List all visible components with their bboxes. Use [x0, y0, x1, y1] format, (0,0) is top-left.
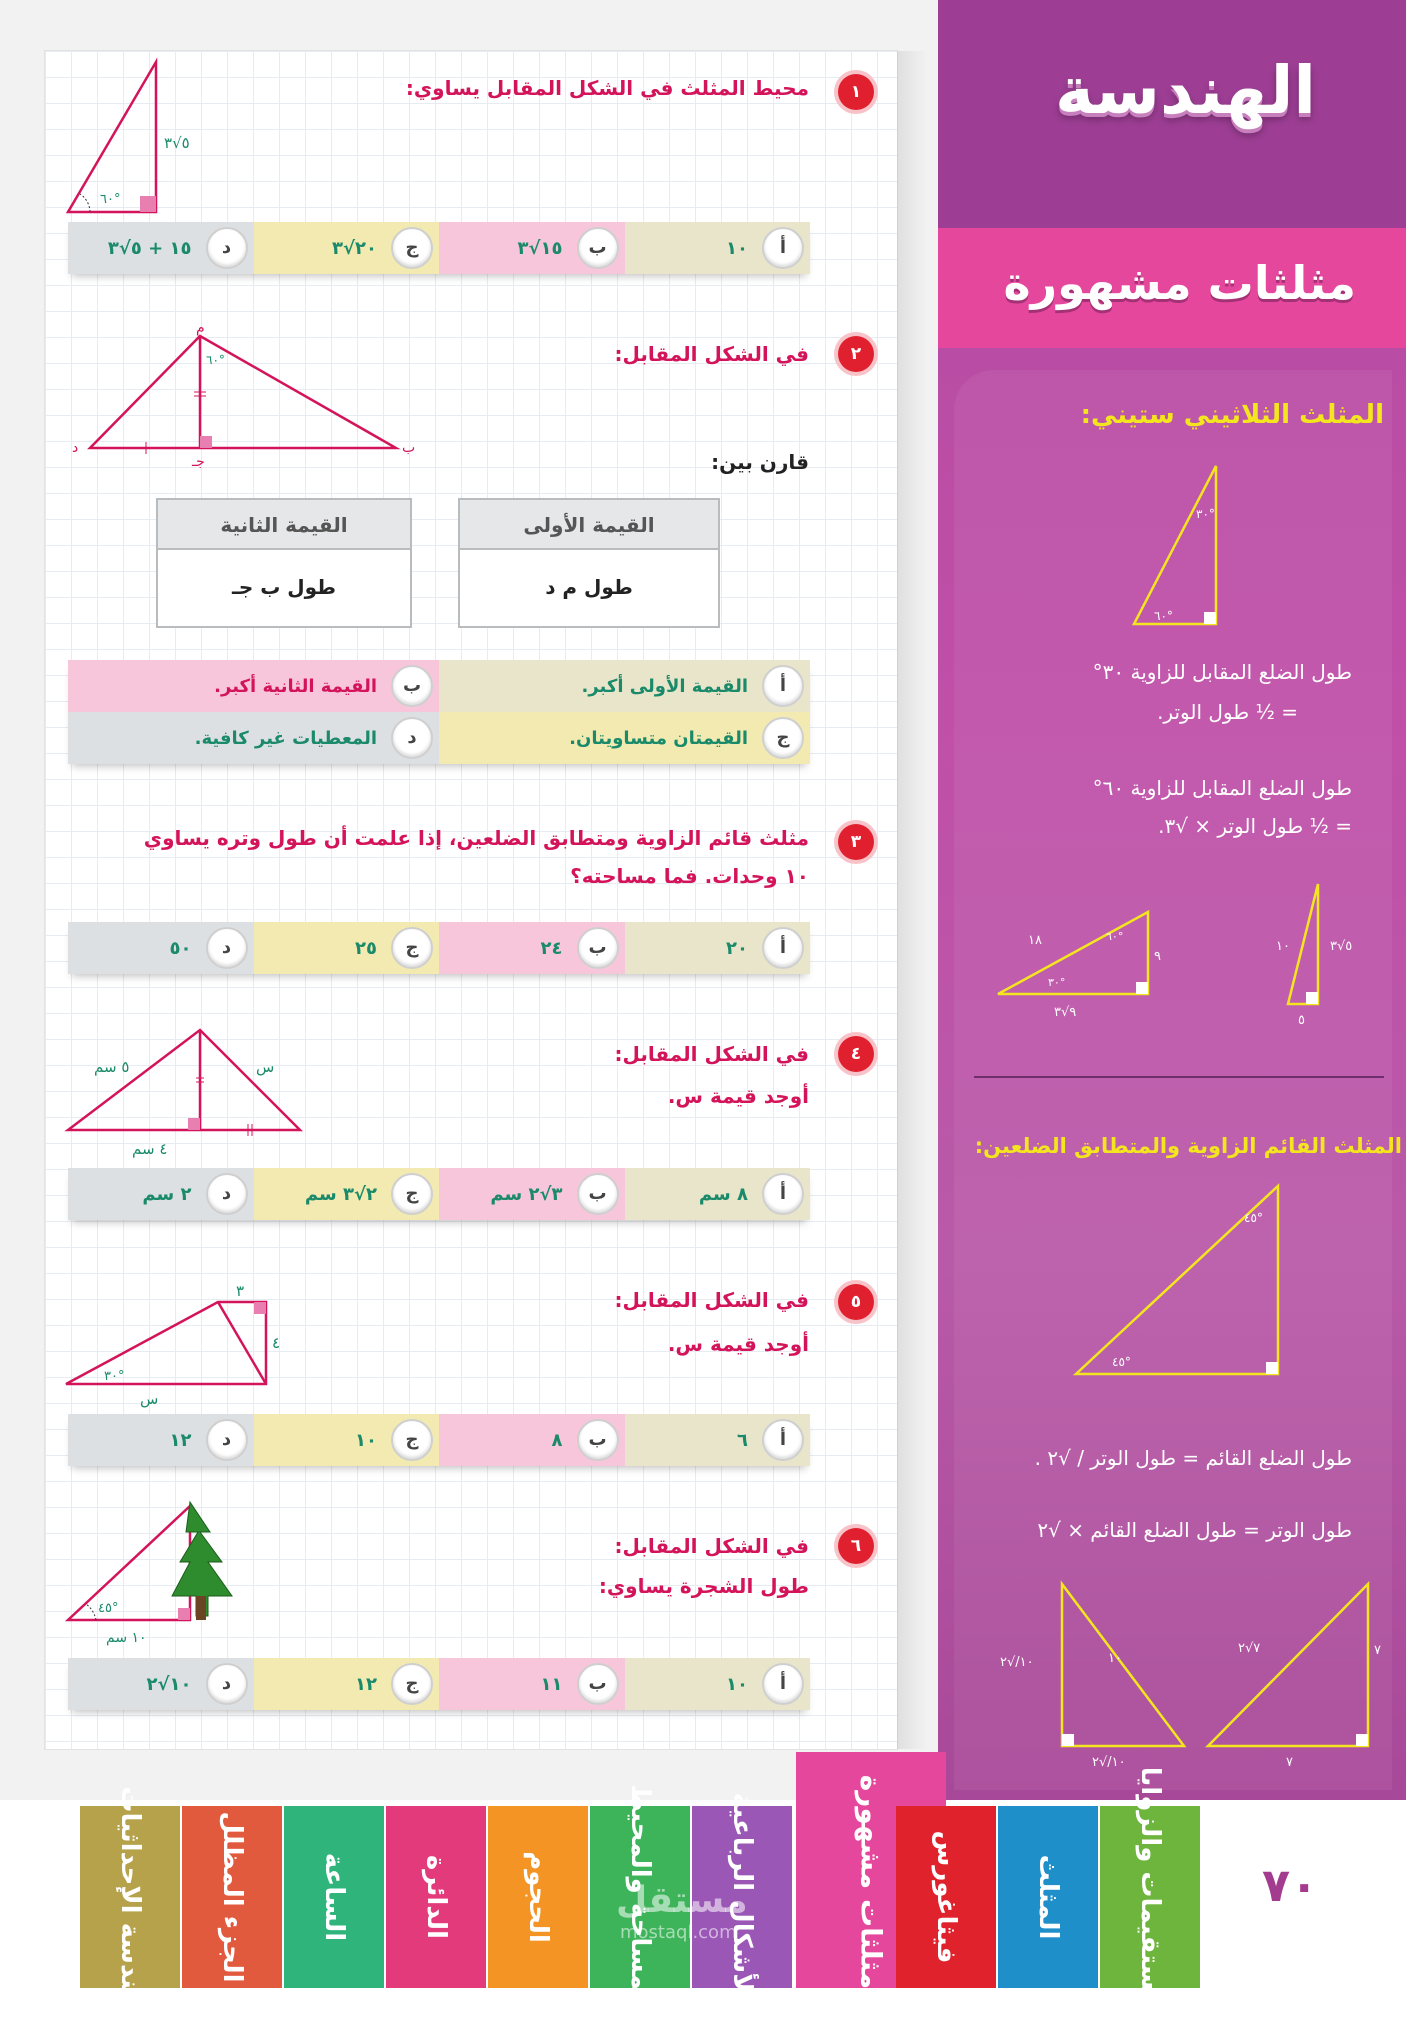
choice-a[interactable]: أ القيمة الأولى أكبر. [439, 660, 810, 712]
choice-a[interactable]: أ ٦ [625, 1414, 811, 1466]
svg-text:٤: ٤ [272, 1334, 281, 1352]
tree-triangle-figure [60, 1496, 260, 1656]
svg-text:٧√٢: ٧√٢ [1238, 1641, 1261, 1656]
isosceles-examples-figure [968, 1570, 1388, 1770]
choices-row [68, 222, 810, 274]
tab-clock[interactable]: الساعة [284, 1806, 384, 1988]
question-text: محيط المثلث في الشكل المقابل يساوي: [405, 76, 809, 100]
question-number: ٦ [838, 1528, 874, 1564]
choice-c[interactable]: ج ٢√٣ سم [254, 1168, 440, 1220]
tab-coordinate-geometry[interactable]: هندسة الإحداثيات [80, 1806, 180, 1988]
choice-b[interactable]: ب القيمة الثانية أكبر. [68, 660, 439, 712]
svg-text:ب: ب [402, 440, 416, 456]
svg-text:س: س [256, 1058, 275, 1076]
question-text: في الشكل المقابل: [614, 1288, 809, 1312]
svg-text:٣٠°: ٣٠° [1048, 976, 1066, 989]
question-number: ٣ [838, 824, 874, 860]
rule-4: طول الوتر = طول الضلع القائم × √٢ [1037, 1518, 1352, 1542]
tab-triangle[interactable]: المثلث [998, 1806, 1098, 1988]
choices-row [68, 1658, 810, 1710]
section-heading-30-60: المثلث الثلاثيني ستيني: [1080, 400, 1384, 430]
tab-area-perimeter[interactable]: المساحة والمحيط [590, 1806, 690, 1988]
question-number: ١ [838, 74, 874, 110]
svg-text:١٠/√٢: ١٠/√٢ [1092, 1755, 1126, 1770]
tab-circle[interactable]: الدائرة [386, 1806, 486, 1988]
question-text: في الشكل المقابل: [614, 342, 809, 366]
svg-text:٧: ٧ [1286, 1755, 1293, 1770]
page-number: ٧٠ [1262, 1858, 1319, 1912]
tab-lines-angles[interactable]: المستقيمات والزوايا [1100, 1806, 1200, 1988]
choice-b[interactable]: ب ٨ [439, 1414, 625, 1466]
question-text-line2: أوجد قيمة س. [667, 1084, 809, 1108]
question-text: في الشكل المقابل: [614, 1534, 809, 1558]
choice-c[interactable]: ج القيمتان متساويتان. [439, 712, 810, 764]
svg-text:١٠: ١٠ [1276, 939, 1290, 954]
choice-c[interactable]: ج ٢٥ [254, 922, 440, 974]
choice-c[interactable]: ج ١٠ [254, 1414, 440, 1466]
rule-3: طول الضلع القائم = طول الوتر / √٢ . [1034, 1446, 1352, 1470]
svg-text:٣٠°: ٣٠° [1196, 507, 1215, 521]
choice-c[interactable]: ج ٢٠√٣ [254, 222, 440, 274]
svg-text:١٠ سم: ١٠ سم [106, 1630, 147, 1646]
choice-a[interactable]: أ ١٠ [625, 222, 811, 274]
svg-text:٦٠°: ٦٠° [1154, 609, 1173, 623]
svg-text:٤ سم: ٤ سم [132, 1140, 168, 1158]
svg-text:٤٥°: ٤٥° [1244, 1211, 1263, 1225]
triangle-figure [60, 56, 240, 216]
question-text: مثلث قائم الزاوية ومتطابق الضلعين، إذا علمت أن طول وتره يساوي [143, 826, 809, 850]
choices-grid [68, 660, 810, 764]
tab-volumes[interactable]: الحجوم [488, 1806, 588, 1988]
question-text-line2: طول الشجرة يساوي: [598, 1574, 809, 1598]
choice-c[interactable]: ج ١٢ [254, 1658, 440, 1710]
choice-d[interactable]: د ١٢ [68, 1414, 254, 1466]
watermark-logo: مستقل [616, 1880, 748, 1921]
svg-text:١٠: ١٠ [1108, 1651, 1122, 1666]
compare-box-second: القيمة الثانية طول ب جـ [156, 498, 412, 628]
choice-d[interactable]: د ١٠√٢ [68, 1658, 254, 1710]
question-number: ٢ [838, 336, 874, 372]
examples-30-60-figure [988, 880, 1388, 1030]
choice-a[interactable]: أ ١٠ [625, 1658, 811, 1710]
triangle-30-60-figure [1128, 460, 1248, 630]
question-text-line2: أوجد قيمة س. [667, 1332, 809, 1356]
choice-d[interactable]: د المعطيات غير كافية. [68, 712, 439, 764]
question-text: في الشكل المقابل: [614, 1042, 809, 1066]
svg-text:٥: ٥ [1298, 1013, 1305, 1028]
svg-text:٣: ٣ [236, 1282, 245, 1300]
isosceles-right-figure [1068, 1180, 1288, 1380]
choice-b[interactable]: ب ١١ [439, 1658, 625, 1710]
svg-text:٤٥°: ٤٥° [98, 1601, 119, 1616]
tab-shaded-part[interactable]: الجزء المظلل [182, 1806, 282, 1988]
angle-label: ٦٠° [100, 192, 121, 207]
svg-text:٩√٣: ٩√٣ [1054, 1005, 1077, 1020]
question-text-line2: ١٠ وحدات. فما مساحته؟ [570, 864, 809, 888]
question-number: ٤ [838, 1036, 874, 1072]
rule-2b: = ½ طول الوتر × √٣. [1158, 814, 1352, 838]
choice-b[interactable]: ب ٣√٢ سم [439, 1168, 625, 1220]
svg-text:٣٠°: ٣٠° [104, 1369, 125, 1384]
quadrilateral-figure [60, 1276, 300, 1416]
divider [974, 1076, 1384, 1078]
svg-text:٩: ٩ [1154, 949, 1161, 964]
svg-text:٧: ٧ [1374, 1643, 1381, 1658]
svg-text:م: م [196, 320, 205, 336]
tab-pythagoras[interactable]: فيثاغورس [896, 1806, 996, 1988]
svg-text:س: س [140, 1390, 159, 1408]
info-panel [938, 0, 1406, 1800]
svg-text:٦٠°: ٦٠° [206, 353, 225, 367]
page-title: الهندسة [1055, 52, 1316, 129]
choice-a[interactable]: أ ٢٠ [625, 922, 811, 974]
svg-text:٥√٣: ٥√٣ [1330, 939, 1353, 954]
choices-row [68, 922, 810, 974]
choice-b[interactable]: ب ١٥√٣ [439, 222, 625, 274]
svg-text:١٨: ١٨ [1028, 933, 1042, 948]
svg-text:٦٠°: ٦٠° [1106, 930, 1124, 943]
tab-quadrilaterals[interactable]: الأشكال الرباعية [692, 1806, 792, 1988]
svg-text:٤٥°: ٤٥° [1112, 1355, 1131, 1369]
svg-text:د: د [72, 440, 79, 456]
question-number: ٥ [838, 1284, 874, 1320]
compare-box-first: القيمة الأولى طول م د [458, 498, 720, 628]
choice-d[interactable]: د ٥٠ [68, 922, 254, 974]
page-subtitle: مثلثات مشهورة [1003, 256, 1356, 310]
choices-row [68, 1414, 810, 1466]
watermark-url: mostaql.com [620, 1922, 737, 1943]
svg-text:١٠/√٢: ١٠/√٢ [1000, 1655, 1034, 1670]
svg-text:٥ سم: ٥ سم [94, 1058, 130, 1076]
tab-famous-triangles[interactable]: مثلثات مشهورة [796, 1752, 946, 1988]
choice-a[interactable]: أ ٨ سم [625, 1168, 811, 1220]
rule-2a: طول الضلع المقابل للزاوية ٦٠° [1092, 776, 1352, 800]
choice-b[interactable]: ب ٢٤ [439, 922, 625, 974]
side-label: ٥√٣ [164, 134, 190, 152]
choice-d[interactable]: د ١٥ + ٥√٣ [68, 222, 254, 274]
choice-d[interactable]: د ٢ سم [68, 1168, 254, 1220]
compare-label: قارن بين: [711, 450, 809, 474]
grid-paper [44, 50, 898, 1750]
triangle-figure [60, 1020, 330, 1160]
triangle-figure [66, 318, 436, 470]
rule-1a: طول الضلع المقابل للزاوية ٣٠° [1092, 660, 1352, 684]
svg-text:جـ: جـ [192, 454, 205, 470]
section-heading-isosceles: المثلث القائم الزاوية والمتطابق الضلعين: [974, 1134, 1402, 1158]
rule-1b: = ½ طول الوتر. [1157, 700, 1298, 724]
choices-row [68, 1168, 810, 1220]
